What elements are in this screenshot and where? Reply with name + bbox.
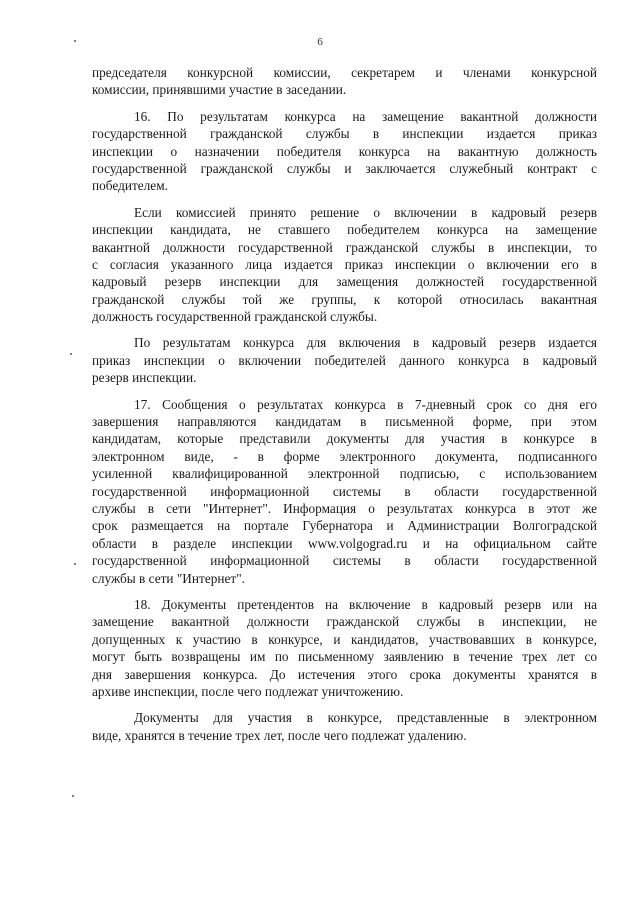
text-line: государственной информационной системы в области государственной [92, 553, 597, 569]
text-line: могут быть возвращены им по письменному заявлению в течение трех лет со [92, 649, 597, 665]
text-line: резерв инспекции. [92, 370, 197, 386]
text-line: допущенных к участию в конкурсе, и кандидатов, участвовавших в конкурсе, [92, 631, 597, 647]
text-line: виде, хранятся в течение трех лет, после чего подлежат удалению. [92, 727, 467, 743]
text-line: 16. По результатам конкурса на замещение вакантной должности [134, 108, 597, 124]
text-line: с согласия указанного лица издается приказ инспекции о включении его в [92, 256, 597, 272]
scan-speck [70, 353, 72, 355]
text-line: усиленной квалифицированной электронной подписью, с использованием [92, 466, 597, 482]
text-line: гражданской службы той же группы, к которой относилась вакантная [92, 291, 597, 307]
text-line: Если комиссией принято решение о включении в кадровый резерв [134, 204, 597, 220]
text-line: срок размещается на портале Губернатора и Администрации Волгоградской [92, 518, 597, 534]
text-line: области в разделе инспекции www.volgograd.ru и на официальном сайте [92, 535, 597, 551]
text-line: архиве инспекции, после чего подлежат уничтожению. [92, 683, 404, 699]
scan-speck [74, 40, 76, 42]
text-line: инспекции кандидата, не ставшего победителем конкурса на замещение [92, 222, 597, 238]
paragraph [92, 396, 597, 587]
paragraph [92, 108, 597, 195]
text-line: государственной информационной системы в области государственной [92, 483, 597, 499]
text-line: победителем. [92, 178, 168, 194]
text-line: 18. Документы претендентов на включение в кадровый резерв или на [134, 596, 597, 612]
paragraph [92, 64, 597, 99]
paragraph [92, 334, 597, 386]
paragraph [92, 709, 597, 744]
text-line: вакантной должности государственной гражданской службы в инспекции, то [92, 239, 597, 255]
document-body [92, 64, 597, 753]
text-line: электронном виде, - в форме электронного документа, подписанного [92, 448, 597, 464]
text-line: государственной гражданской службы в инспекции издается приказ [92, 126, 597, 142]
text-line: приказ инспекции о включении победителей данного конкурса в кадровый [92, 352, 597, 368]
text-line: 17. Сообщения о результатах конкурса в 7-дневный срок со дня его [134, 396, 597, 412]
scan-speck [72, 795, 74, 797]
page-number: 6 [317, 36, 323, 48]
text-line: замещение вакантной должности гражданской службы в инспекции, не [92, 614, 597, 630]
text-line: службы в сети "Интернет". Информация о результатах конкурса в этот же [92, 500, 597, 516]
text-line: кадровый резерв инспекции для замещения должностей государственной [92, 274, 597, 290]
scan-speck [74, 563, 76, 565]
text-line: инспекции о назначении победителя конкурса на вакантную должность [92, 143, 597, 159]
text-line: По результатам конкурса для включения в кадровый резерв издается [134, 335, 597, 351]
text-line: председателя конкурсной комиссии, секретарем и членами конкурсной [92, 65, 597, 80]
text-line: должность государственной гражданской службы. [92, 309, 378, 325]
paragraph [92, 204, 597, 326]
text-line: дня завершения конкурса. До истечения этого срока документы хранятся в [92, 666, 597, 682]
text-line: службы в сети "Интернет". [92, 570, 245, 586]
text-line: завершения направляются кандидатам в письменной форме, при этом [92, 414, 597, 430]
text-line: комиссии, принявшими участие в заседании. [92, 82, 347, 98]
text-line: кандидатам, которые представили документы для участия в конкурсе в [92, 431, 597, 447]
paragraph [92, 596, 597, 700]
text-line: Документы для участия в конкурсе, представленные в электронном [134, 710, 597, 726]
text-line: государственной гражданской службы и заключается служебный контракт с [92, 160, 597, 176]
